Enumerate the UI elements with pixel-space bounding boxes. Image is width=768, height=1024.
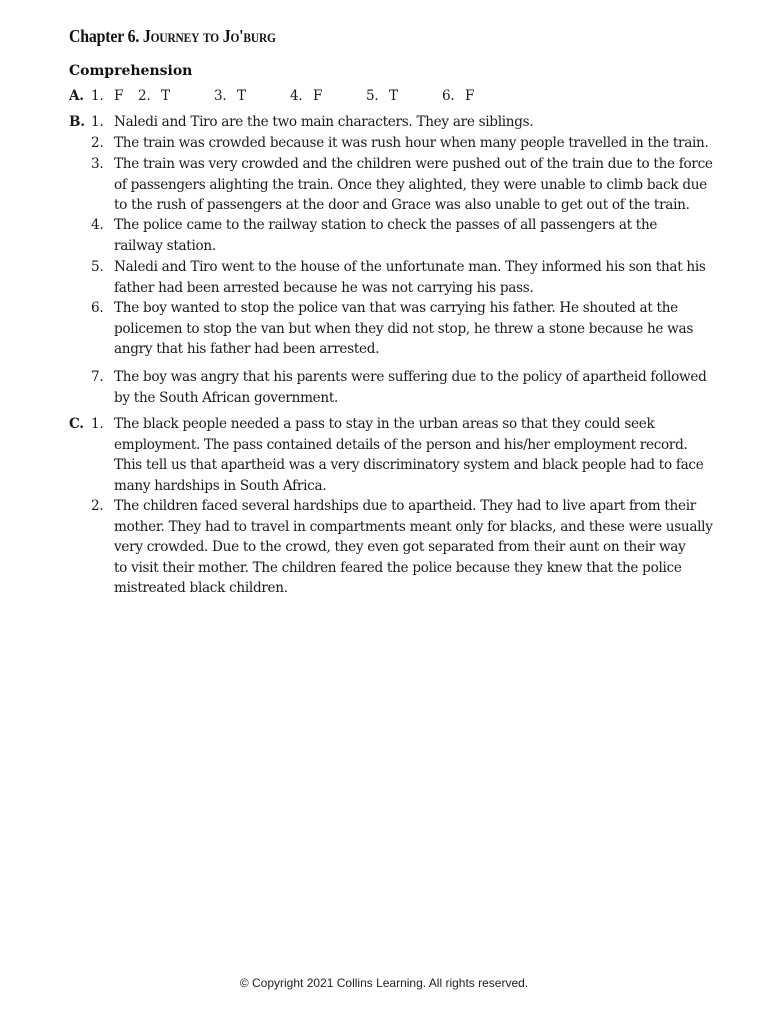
part-b-item-line: father had been arrested because he was not carrying his pass.: [114, 279, 534, 296]
part-b-item-number: 2.: [91, 135, 104, 151]
part-a-answer-number: 3.: [214, 88, 227, 104]
part-b-item-line: railway station.: [114, 237, 216, 254]
part-b-item-line: The boy wanted to stop the police van that was carrying his father. He shouted at the: [114, 300, 678, 316]
part-a-answer-value: F: [465, 88, 475, 104]
part-b-item-number: 3.: [91, 156, 104, 172]
part-c-item-line: very crowded. Due to the crowd, they even got separated from their aunt on their way: [114, 539, 686, 556]
part-b-item-number: 5.: [91, 259, 104, 275]
part-a-answer-value: T: [237, 88, 246, 104]
part-a-answer-number: 5.: [366, 88, 379, 104]
part-b-label: B.: [69, 114, 85, 130]
part-c-item-number: 1.: [91, 416, 104, 432]
part-a-answer-value: T: [389, 88, 398, 104]
part-c-label: C.: [69, 416, 84, 432]
part-c-item-number: 2.: [91, 498, 104, 514]
part-a-answer-number: 2.: [138, 88, 151, 104]
part-b-item-line: angry that his father had been arrested.: [114, 341, 380, 358]
part-c-item-line: employment. The pass contained details of the person and his/her employment record.: [114, 436, 688, 453]
part-c-item-line: mother. They had to travel in compartments meant only for blacks, and these were usually: [114, 518, 713, 535]
part-b-item-number: 4.: [91, 217, 104, 233]
part-b-item-line: of passengers alighting the train. Once they alighted, they were unable to climb back due: [114, 176, 707, 193]
part-a-answer-value: F: [114, 88, 124, 104]
part-b-item-number: 1.: [91, 114, 104, 130]
part-a-answer-number: 4.: [290, 88, 303, 104]
part-c-item-line: mistreated black children.: [114, 580, 288, 597]
chapter-name: Journey to Jo'burg: [142, 26, 276, 46]
part-b-item-line: Naledi and Tiro are the two main characters. They are siblings.: [114, 114, 534, 130]
part-c-item-line: The children faced several hardships due to apartheid. They had to live apart from their: [114, 498, 696, 514]
part-b-item-line: The train was very crowded and the children were pushed out of the train due to the force: [114, 156, 713, 172]
part-b-item-line: The boy was angry that his parents were suffering due to the policy of apartheid followed: [114, 369, 707, 385]
part-a-label: A.: [69, 88, 84, 104]
part-b-item-line: policemen to stop the van but when they did not stop, he threw a stone because he was: [114, 320, 693, 337]
chapter-number: Chapter 6.: [69, 26, 140, 46]
part-b-item-line: Naledi and Tiro went to the house of the unfortunate man. They informed his son that his: [114, 259, 706, 275]
part-c-item-line: to visit their mother. The children feared the police because they knew that the police: [114, 559, 682, 576]
chapter-title: [69, 26, 276, 47]
part-c-item-line: many hardships in South Africa.: [114, 477, 327, 494]
part-b-item-line: The police came to the railway station to check the passes of all passengers at the: [114, 217, 658, 233]
part-b-item-line: The train was crowded because it was rush hour when many people travelled in the train.: [114, 135, 709, 151]
part-b-item-line: by the South African government.: [114, 389, 339, 406]
part-a-answer-number: 1.: [91, 88, 104, 104]
part-c-item-line: The black people needed a pass to stay in the urban areas so that they could seek: [114, 416, 655, 432]
part-a-answer-value: T: [161, 88, 170, 104]
part-b-item-number: 7.: [91, 369, 104, 385]
part-b-item-line: to the rush of passengers at the door and Grace was also unable to get out of the train.: [114, 197, 690, 214]
part-a-answer-number: 6.: [442, 88, 455, 104]
part-c-item-line: This tell us that apartheid was a very discriminatory system and black people had to face: [114, 457, 704, 474]
section-heading: Comprehension: [69, 63, 193, 79]
part-b-item-number: 6.: [91, 300, 104, 316]
part-a-answer-value: F: [313, 88, 323, 104]
copyright-footer: © Copyright 2021 Collins Learning. All rights reserved.: [239, 976, 529, 990]
